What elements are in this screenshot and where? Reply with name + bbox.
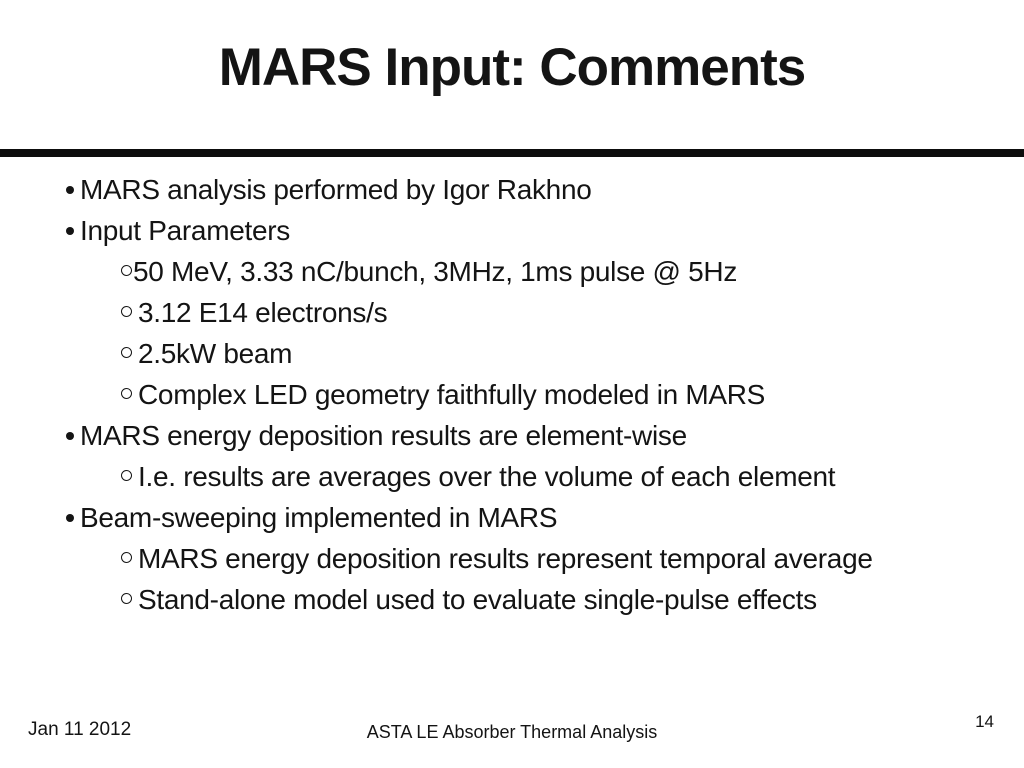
circle-bullet-icon	[121, 552, 132, 563]
sub-bullet-item	[0, 374, 1024, 415]
bullet-text: MARS energy deposition results represent temporal average	[138, 543, 873, 574]
page-number: 14	[975, 712, 994, 731]
bullet-item	[0, 497, 1024, 538]
bullet-text: 2.5kW beam	[138, 338, 293, 369]
bullet-item	[0, 415, 1024, 456]
bullet-item	[0, 169, 1024, 210]
circle-bullet-icon	[121, 306, 132, 317]
filled-bullet-icon	[66, 432, 74, 440]
bullet-text: Input Parameters	[80, 215, 290, 246]
bullet-item	[0, 210, 1024, 251]
bullet-text: Complex LED geometry faithfully modeled in MARS	[138, 379, 766, 410]
slide-body	[0, 169, 1024, 620]
bullet-text: Stand-alone model used to evaluate single-pulse effects	[138, 584, 817, 615]
filled-bullet-icon	[66, 186, 74, 194]
sub-bullet-item	[0, 251, 1024, 292]
sub-bullet-item	[0, 333, 1024, 374]
filled-bullet-icon	[66, 514, 74, 522]
filled-bullet-icon	[66, 227, 74, 235]
sub-bullet-item	[0, 456, 1024, 497]
footer-date: Jan 11 2012	[28, 719, 132, 740]
footer-title: ASTA LE Absorber Thermal Analysis	[366, 722, 658, 742]
title-divider-rule	[0, 149, 1024, 157]
slide-title: MARS Input: Comments	[218, 38, 806, 97]
circle-bullet-icon	[121, 265, 132, 276]
sub-bullet-item	[0, 292, 1024, 333]
circle-bullet-icon	[121, 593, 132, 604]
bullet-text: MARS analysis performed by Igor Rakhno	[80, 174, 592, 205]
bullet-text: I.e. results are averages over the volume of each element	[138, 461, 836, 492]
circle-bullet-icon	[121, 470, 132, 481]
circle-bullet-icon	[121, 388, 132, 399]
circle-bullet-icon	[121, 347, 132, 358]
sub-bullet-item	[0, 579, 1024, 620]
bullet-text: 3.12 E14 electrons/s	[138, 297, 388, 328]
bullet-text: MARS energy deposition results are element-wise	[80, 420, 687, 451]
bullet-text: 50 MeV, 3.33 nC/bunch, 3MHz, 1ms pulse @ 5Hz	[133, 256, 738, 287]
bullet-text: Beam-sweeping implemented in MARS	[80, 502, 558, 533]
sub-bullet-item	[0, 538, 1024, 579]
